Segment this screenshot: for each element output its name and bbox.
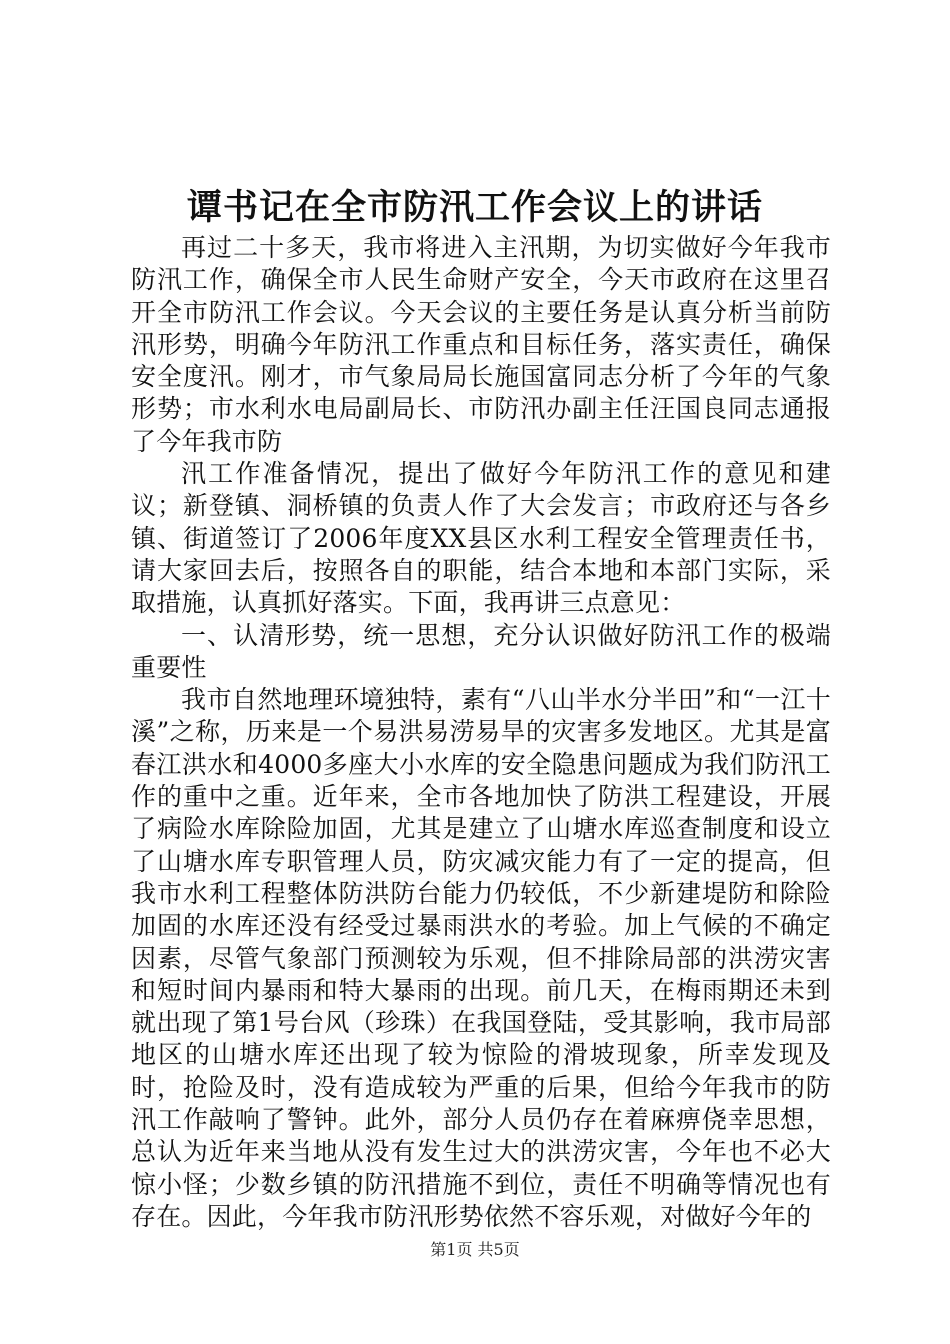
document-body: [131, 232, 831, 1233]
section-heading: 一、认清形势，统一思想，充分认识做好防汛工作的极端重要性: [131, 620, 831, 682]
paragraph: 再过二十多天，我市将进入主汛期，为切实做好今年我市防汛工作，确保全市人民生命财产安全，今天市政府在这里召开全市防汛工作会议。今天会议的主要任务是认真分析当前防汛形势，明确今年防汛工作重点和目标任务，落实责任，确保安全度汛。刚才，市气象局局长施国富同志分析了今年的气象形势；市水利水电局副局长、市防汛办副主任汪国良同志通报了今年我市防: [131, 233, 831, 456]
paragraph: 我市自然地理环境独特，素有“八山半水分半田”和“一江十溪”之称，历来是一个易洪易涝易旱的灾害多发地区。尤其是富春江洪水和4000多座大小水库的安全隐患问题成为我们防汛工作的重中之重。近年来，全市各地加快了防洪工程建设，开展了病险水库除险加固，尤其是建立了山塘水库巡查制度和设立了山塘水库专职管理人员，防灾减灾能力有了一定的提高，但我市水利工程整体防洪防台能力仍较低，不少新建堤防和除险加固的水库还没有经受过暴雨洪水的考验。加上气候的不确定因素，尽管气象部门预测较为乐观，但不排除局部的洪涝灾害和短时间内暴雨和特大暴雨的出现。前几天，在梅雨期还未到就出现了第1号台风（珍珠）在我国登陆，受其影响，我市局部地区的山塘水库还出现了较为惊险的滑坡现象，所幸发现及时，抢险及时，没有造成较为严重的后果，但给今年我市的防汛工作敲响了警钟。此外，部分人员仍存在着麻痹侥幸思想，总认为近年来当地从没有发生过大的洪涝灾害，今年也不必大惊小怪；少数乡镇的防汛措施不到位，责任不明确等情况也有存在。因此，今年我市防汛形势依然不容乐观，对做好今年的: [131, 685, 831, 1231]
document-title: 谭书记在全市防汛工作会议上的讲话: [186, 187, 763, 228]
page-number-footer: 第1页 共5页: [430, 1240, 520, 1259]
paragraph: 汛工作准备情况，提出了做好今年防汛工作的意见和建议；新登镇、洞桥镇的负责人作了大会发言；市政府还与各乡镇、街道签订了2006年度XX县区水利工程安全管理责任书，请大家回去后，按照各自的职能，结合本地和本部门实际，采取措施，认真抓好落实。下面，我再讲三点意见：: [131, 459, 831, 618]
